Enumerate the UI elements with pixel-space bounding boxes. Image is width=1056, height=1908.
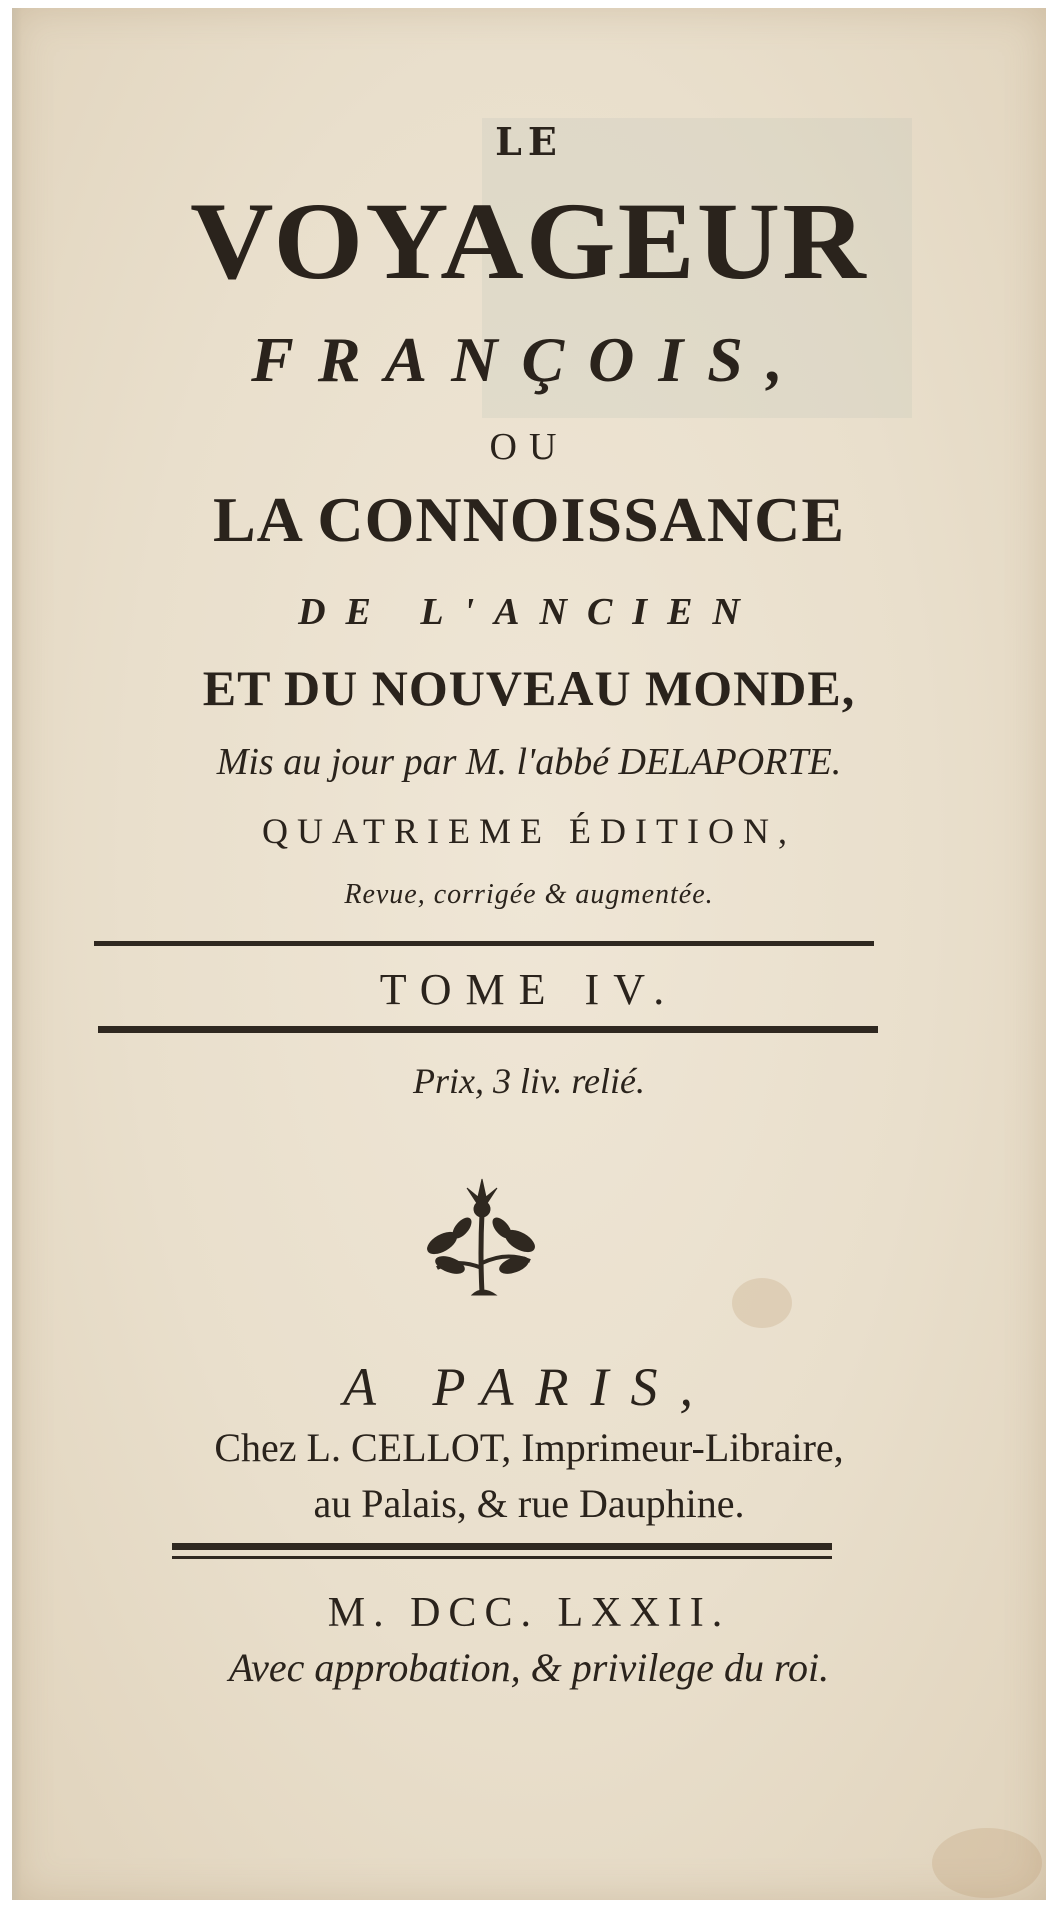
price-line: Prix, 3 liv. relié. — [413, 1061, 645, 1101]
title-conjunction: OU — [489, 426, 569, 468]
author-line: Mis au jour par M. l'abbé DELAPORTE. — [216, 741, 842, 783]
title-adjective: FRANÇOIS, — [251, 324, 807, 395]
title-main: VOYAGEUR — [190, 180, 868, 302]
divider-rule-top — [94, 941, 874, 946]
flower-ornament-icon — [412, 1173, 552, 1303]
subtitle-main: LA CONNOISSANCE — [212, 484, 846, 555]
title-article: LE — [495, 119, 563, 164]
volume-line: TOME IV. — [379, 965, 679, 1014]
privilege-line: Avec approbation, & privilege du roi. — [228, 1645, 830, 1690]
publisher-line-1: Chez L. CELLOT, Imprimeur-Libraire, — [214, 1425, 844, 1470]
publisher-line-2: au Palais, & rue Dauphine. — [313, 1481, 745, 1526]
foxing-spot — [932, 1828, 1042, 1898]
subtitle-part1: DE L'ANCIEN — [298, 591, 760, 633]
foxing-spot — [732, 1278, 792, 1328]
title-page — [12, 8, 1046, 1900]
revision-line: Revue, corrigée & augmentée. — [344, 879, 714, 910]
edition-line: QUATRIEME ÉDITION, — [262, 811, 796, 851]
year-line: M. DCC. LXXII. — [327, 1590, 731, 1636]
divider-double-rule — [172, 1543, 832, 1559]
divider-rule-bottom — [98, 1026, 878, 1033]
subtitle-part2: ET DU NOUVEAU MONDE, — [202, 660, 856, 716]
place-line: A PARIS, — [343, 1357, 715, 1417]
